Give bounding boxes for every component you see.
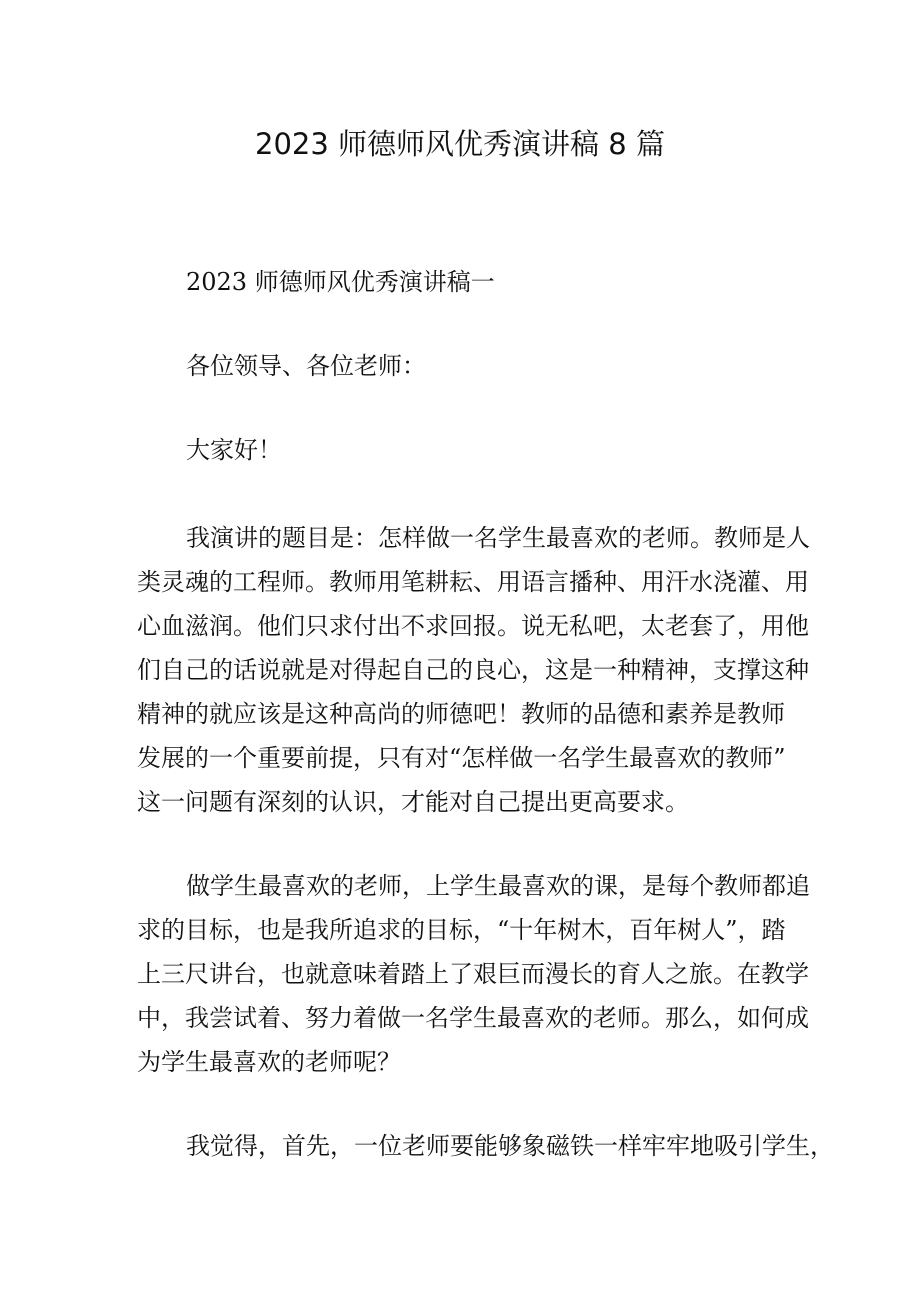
paragraph-line: 类灵魂的工程师。教师用笔耕耘、用语言播种、用汗水浇灌、用 (137, 568, 809, 596)
document-title: 2023 师德师风优秀演讲稿 8 篇 (255, 127, 665, 161)
greeting: 大家好！ (186, 436, 282, 464)
paragraph-line: 我觉得，首先，一位老师要能够象磁铁一样牢牢地吸引学生， (186, 1132, 834, 1160)
section-heading: 2023 师德师风优秀演讲稿一 (186, 268, 495, 296)
paragraph-line: 求的目标，也是我所追求的目标，“十年树木，百年树人”，踏 (137, 916, 786, 944)
paragraph-line: 们自己的话说就是对得起自己的良心，这是一种精神，支撑这种 (137, 656, 809, 684)
paragraph-line: 心血滋润。他们只求付出不求回报。说无私吧，太老套了，用他 (137, 612, 809, 640)
paragraph-line: 我演讲的题目是：怎样做一名学生最喜欢的老师。教师是人 (186, 524, 810, 552)
paragraph-line: 精神的就应该是这种高尚的师德吧！教师的品德和素养是教师 (137, 700, 785, 728)
paragraph-line: 中，我尝试着、努力着做一名学生最喜欢的老师。那么，如何成 (137, 1004, 809, 1032)
paragraph-line: 上三尺讲台，也就意味着踏上了艰巨而漫长的育人之旅。在教学 (137, 960, 809, 988)
salutation: 各位领导、各位老师： (186, 352, 426, 380)
paragraph-line: 发展的一个重要前提，只有对“怎样做一名学生最喜欢的教师” (137, 744, 786, 772)
paragraph-line: 这一问题有深刻的认识，才能对自己提出更高要求。 (137, 788, 689, 816)
paragraph-line: 为学生最喜欢的老师呢？ (137, 1048, 401, 1076)
paragraph-line: 做学生最喜欢的老师，上学生最喜欢的课，是每个教师都追 (186, 872, 810, 900)
